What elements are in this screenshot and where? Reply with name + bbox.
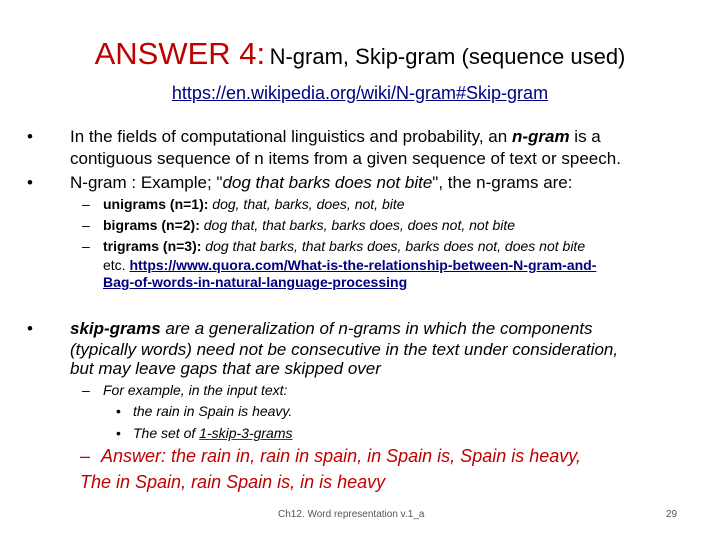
bullet3-line1 [70,319,593,339]
trigrams-label: trigrams (n=3): [103,238,202,254]
bullet3-line2 [70,340,618,360]
bigrams-item [103,217,515,233]
unigrams-label: unigrams (n=1): [103,196,209,212]
quora-line2 [103,274,407,290]
bigrams-label: bigrams (n=2): [103,217,200,233]
bullet1-line1 [70,127,601,147]
bullet1-line2: contiguous sequence of n items from a given sequence of text or speech. [70,149,621,168]
example-item2-text: The set of [133,425,200,441]
page-number: 29 [666,509,678,520]
bullet1-text-a: In the fields of computational linguistics and probability, an [70,127,512,146]
dash-icon: – [82,217,90,233]
skip-gram-term: 1-skip-3-grams [199,425,293,441]
title-main: ANSWER 4: [94,36,266,71]
bullet-icon: • [27,319,33,338]
bullet2-text-a: N-gram : Example; " [70,173,223,192]
slide-title [0,36,720,72]
bullet2-text-b: ", the n-grams are: [432,173,573,192]
bullet2-example: dog that barks does not bite [222,173,433,192]
example-item1-text: the rain in Spain is heavy. [133,403,293,419]
quora-link-part1[interactable]: https://www.quora.com/What-is-the-relationship-between-N-gram-and- [129,257,597,273]
quora-link-part2[interactable]: Bag-of-words-in-natural-language-processing [103,274,408,290]
bigrams-text: dog that, that barks, barks does, does not, not bite [199,217,516,233]
dash-icon: – [82,382,90,398]
bullet2-line [70,173,572,193]
title-sub: N-gram, Skip-gram (sequence used) [269,44,626,69]
etc-text: etc. [103,257,130,273]
example-item1 [133,403,292,419]
dash-icon: – [82,238,90,254]
bullet-icon: • [116,403,121,419]
bullet3-text2: (typically words) need not be consecutive in the text under consideration, [70,340,619,359]
answer-line2: The in Spain, rain Spain is, in is heavy [80,472,386,492]
dash-icon: – [80,446,91,466]
skipgram-term: skip-grams [70,319,161,338]
dash-icon: – [82,196,90,212]
ngram-term: n-gram [511,127,570,146]
bullet-icon: • [116,425,121,441]
bullet1-text-b: is a [569,127,601,146]
answer-line1: Answer: the rain in, rain in spain, in Spain is, Spain is heavy, [101,446,581,466]
quora-line1 [103,257,596,273]
unigrams-item [103,196,405,212]
wikipedia-link-row [0,83,720,104]
bullet3-text1: are a generalization of n-grams in which the components [160,319,593,338]
example-intro-text: For example, in the input text: [103,382,288,398]
wikipedia-link[interactable]: https://en.wikipedia.org/wiki/N-gram#Skip-gram [171,83,549,103]
unigrams-text: dog, that, barks, does, not, bite [208,196,405,212]
example-item2 [133,425,293,441]
bullet-icon: • [27,173,33,192]
bullet3-line3 [70,359,381,379]
trigrams-text: dog that barks, that barks does, barks does not, does not bite [201,238,586,254]
trigrams-item [103,238,585,254]
example-intro [103,382,287,398]
bullet3-text3: but may leave gaps that are skipped over [70,359,381,378]
bullet-icon: • [27,127,33,146]
footer-label: Ch12. Word representation v.1_a [278,509,425,520]
